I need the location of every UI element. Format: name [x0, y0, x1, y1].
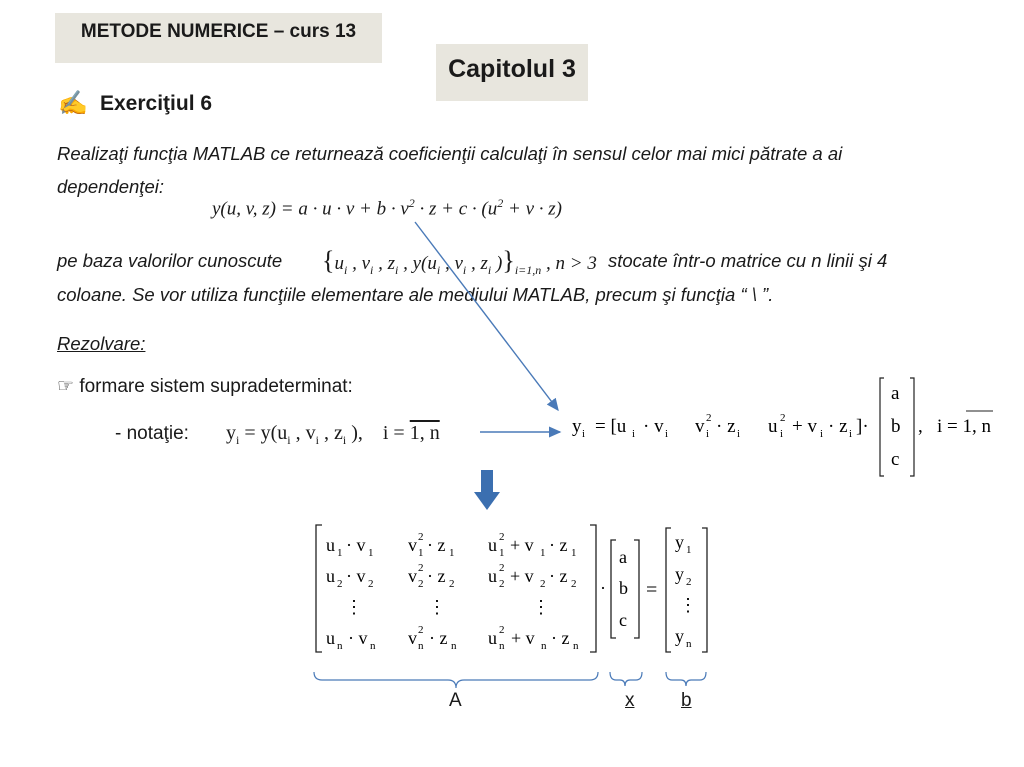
svg-text:a: a: [619, 547, 627, 567]
svg-text:u: u: [488, 566, 497, 586]
down-arrow-icon: [474, 470, 500, 510]
svg-text:u: u: [326, 535, 335, 555]
svg-text:v: v: [695, 416, 705, 437]
svg-text:2: 2: [499, 562, 505, 574]
svg-text:1: 1: [449, 547, 455, 559]
label-x: x: [625, 690, 635, 711]
svg-text:b: b: [619, 578, 628, 598]
svg-text:2: 2: [418, 562, 424, 574]
svg-text:⋮: ⋮: [679, 595, 697, 615]
svg-text:y: y: [675, 626, 684, 646]
svg-text:i: i: [820, 428, 824, 440]
statement-line-3-start: pe baza valorilor cunoscute: [57, 250, 283, 271]
solution-heading: Rezolvare:: [57, 333, 146, 354]
svg-text:n: n: [573, 640, 579, 652]
svg-text:1: 1: [368, 547, 374, 559]
svg-text:a: a: [891, 383, 900, 404]
svg-text:2: 2: [571, 578, 577, 590]
svg-text:⋮: ⋮: [532, 597, 550, 617]
svg-text:2: 2: [418, 624, 424, 636]
svg-text:c: c: [891, 449, 900, 470]
writing-hand-icon: ✍: [58, 90, 88, 117]
svg-text:y: y: [675, 532, 684, 552]
svg-text:2: 2: [418, 531, 424, 543]
svg-text:2: 2: [449, 578, 455, 590]
svg-text:v: v: [408, 535, 417, 555]
row-formula: [572, 378, 993, 476]
notation-label: - notaţie:: [115, 423, 189, 444]
svg-text:+ v: + v: [510, 566, 534, 586]
svg-text:v: v: [408, 628, 417, 648]
svg-text:+ v: + v: [510, 535, 534, 555]
label-A: A: [449, 690, 462, 711]
chapter-title: Capitolul 3: [448, 55, 576, 83]
svg-text:n: n: [541, 640, 547, 652]
diagonal-arrow: [415, 222, 558, 410]
svg-text:c: c: [619, 610, 627, 630]
svg-text:n: n: [451, 640, 457, 652]
svg-text:· v: · v: [346, 535, 366, 555]
svg-text:n: n: [337, 640, 343, 652]
data-set-formula: {$u_i$ , $v_i$ , $z_i$ , $y(u_i$ , $v_i$ , $z_i$ )}$_{i=1,n}$ , n > 3: [322, 246, 597, 277]
underbraces: [314, 672, 706, 688]
svg-text:· z: · z: [716, 416, 736, 437]
statement-line-4: coloane. Se vor utiliza funcţiile elementare ale mediului MATLAB, precum şi funcţia “ \ ”.: [57, 284, 774, 305]
notation-formula: $y_i = y(u_i$ , $v_i$ , $z_i$ ), i = 1, n: [226, 422, 440, 447]
svg-text:u: u: [488, 535, 497, 555]
svg-text:1: 1: [418, 547, 424, 559]
pointing-hand-icon: ☞: [57, 376, 75, 397]
model-equation: y(u, v, $z) = a \cdot u \cdot v + b \cdot v^2 \cdot z + c \cdot (u^2 + v \cdot z)$: [212, 196, 562, 220]
svg-text:+ v: + v: [792, 416, 817, 437]
svg-text:2: 2: [337, 578, 343, 590]
svg-text:i: i: [632, 428, 636, 440]
svg-text:2: 2: [706, 412, 712, 424]
svg-text:· z: · z: [828, 416, 848, 437]
exercise-title: Exerciţiul 6: [100, 92, 213, 115]
equals-sign: =: [646, 579, 658, 601]
matrix-A: [316, 525, 596, 652]
svg-text:n: n: [370, 640, 376, 652]
svg-text:2: 2: [686, 576, 692, 588]
svg-text:1: 1: [337, 547, 343, 559]
svg-text:1: 1: [571, 547, 577, 559]
svg-text:2: 2: [418, 578, 424, 590]
svg-text:i = 1, n: i = 1, n: [937, 416, 991, 437]
svg-text:2: 2: [499, 624, 505, 636]
svg-text:1: 1: [499, 547, 505, 559]
svg-text:i: i: [706, 428, 710, 440]
svg-text:= [u: = [u: [595, 416, 627, 437]
svg-text:v: v: [408, 566, 417, 586]
svg-text:y: y: [675, 564, 684, 584]
svg-text:· z: · z: [427, 566, 446, 586]
svg-text:· z: · z: [551, 628, 570, 648]
svg-text:⋮: ⋮: [345, 597, 363, 617]
svg-text:1: 1: [686, 544, 692, 556]
statement-line-1: Realizaţi funcţia MATLAB ce returnează coeficienţii calculaţi în sensul celor mai mici pătrate a ai: [57, 143, 843, 164]
multiply-dot: ·: [600, 578, 606, 598]
svg-text:2: 2: [368, 578, 374, 590]
svg-text:u: u: [326, 628, 335, 648]
svg-text:n: n: [499, 640, 505, 652]
label-b: b: [681, 690, 692, 711]
svg-text:i: i: [665, 428, 669, 440]
svg-text:]·: ]·: [856, 416, 869, 437]
svg-text:2: 2: [499, 578, 505, 590]
vector-y: [666, 528, 707, 652]
svg-text:u: u: [326, 566, 335, 586]
svg-text:· v: · v: [348, 628, 368, 648]
svg-text:2: 2: [540, 578, 546, 590]
statement-line-3-end: stocate într-o matrice cu n linii şi 4: [608, 250, 888, 271]
svg-text:· z: · z: [427, 535, 446, 555]
bullet-text: formare sistem supradeterminat:: [79, 376, 353, 397]
svg-text:u: u: [488, 628, 497, 648]
svg-text:· v: · v: [346, 566, 366, 586]
svg-text:i: i: [582, 428, 586, 440]
svg-text:1: 1: [540, 547, 546, 559]
svg-text:⋮: ⋮: [428, 597, 446, 617]
statement-line-2: dependenţei:: [57, 176, 164, 197]
svg-text:2: 2: [499, 531, 505, 543]
svg-text:,: ,: [918, 416, 923, 437]
svg-text:y: y: [572, 416, 582, 437]
svg-text:i: i: [849, 428, 853, 440]
course-title: METODE NUMERICE – curs 13: [80, 21, 357, 42]
svg-text:i: i: [780, 428, 784, 440]
svg-text:i: i: [737, 428, 741, 440]
svg-text:n: n: [418, 640, 424, 652]
svg-text:+ v: + v: [511, 628, 535, 648]
svg-text:· z: · z: [549, 535, 568, 555]
svg-text:n: n: [686, 638, 692, 650]
vector-x: [611, 540, 639, 638]
svg-text:· v: · v: [643, 416, 664, 437]
svg-text:· z: · z: [549, 566, 568, 586]
svg-text:2: 2: [780, 412, 786, 424]
svg-text:· z: · z: [429, 628, 448, 648]
svg-text:b: b: [891, 416, 901, 437]
svg-text:u: u: [768, 416, 778, 437]
